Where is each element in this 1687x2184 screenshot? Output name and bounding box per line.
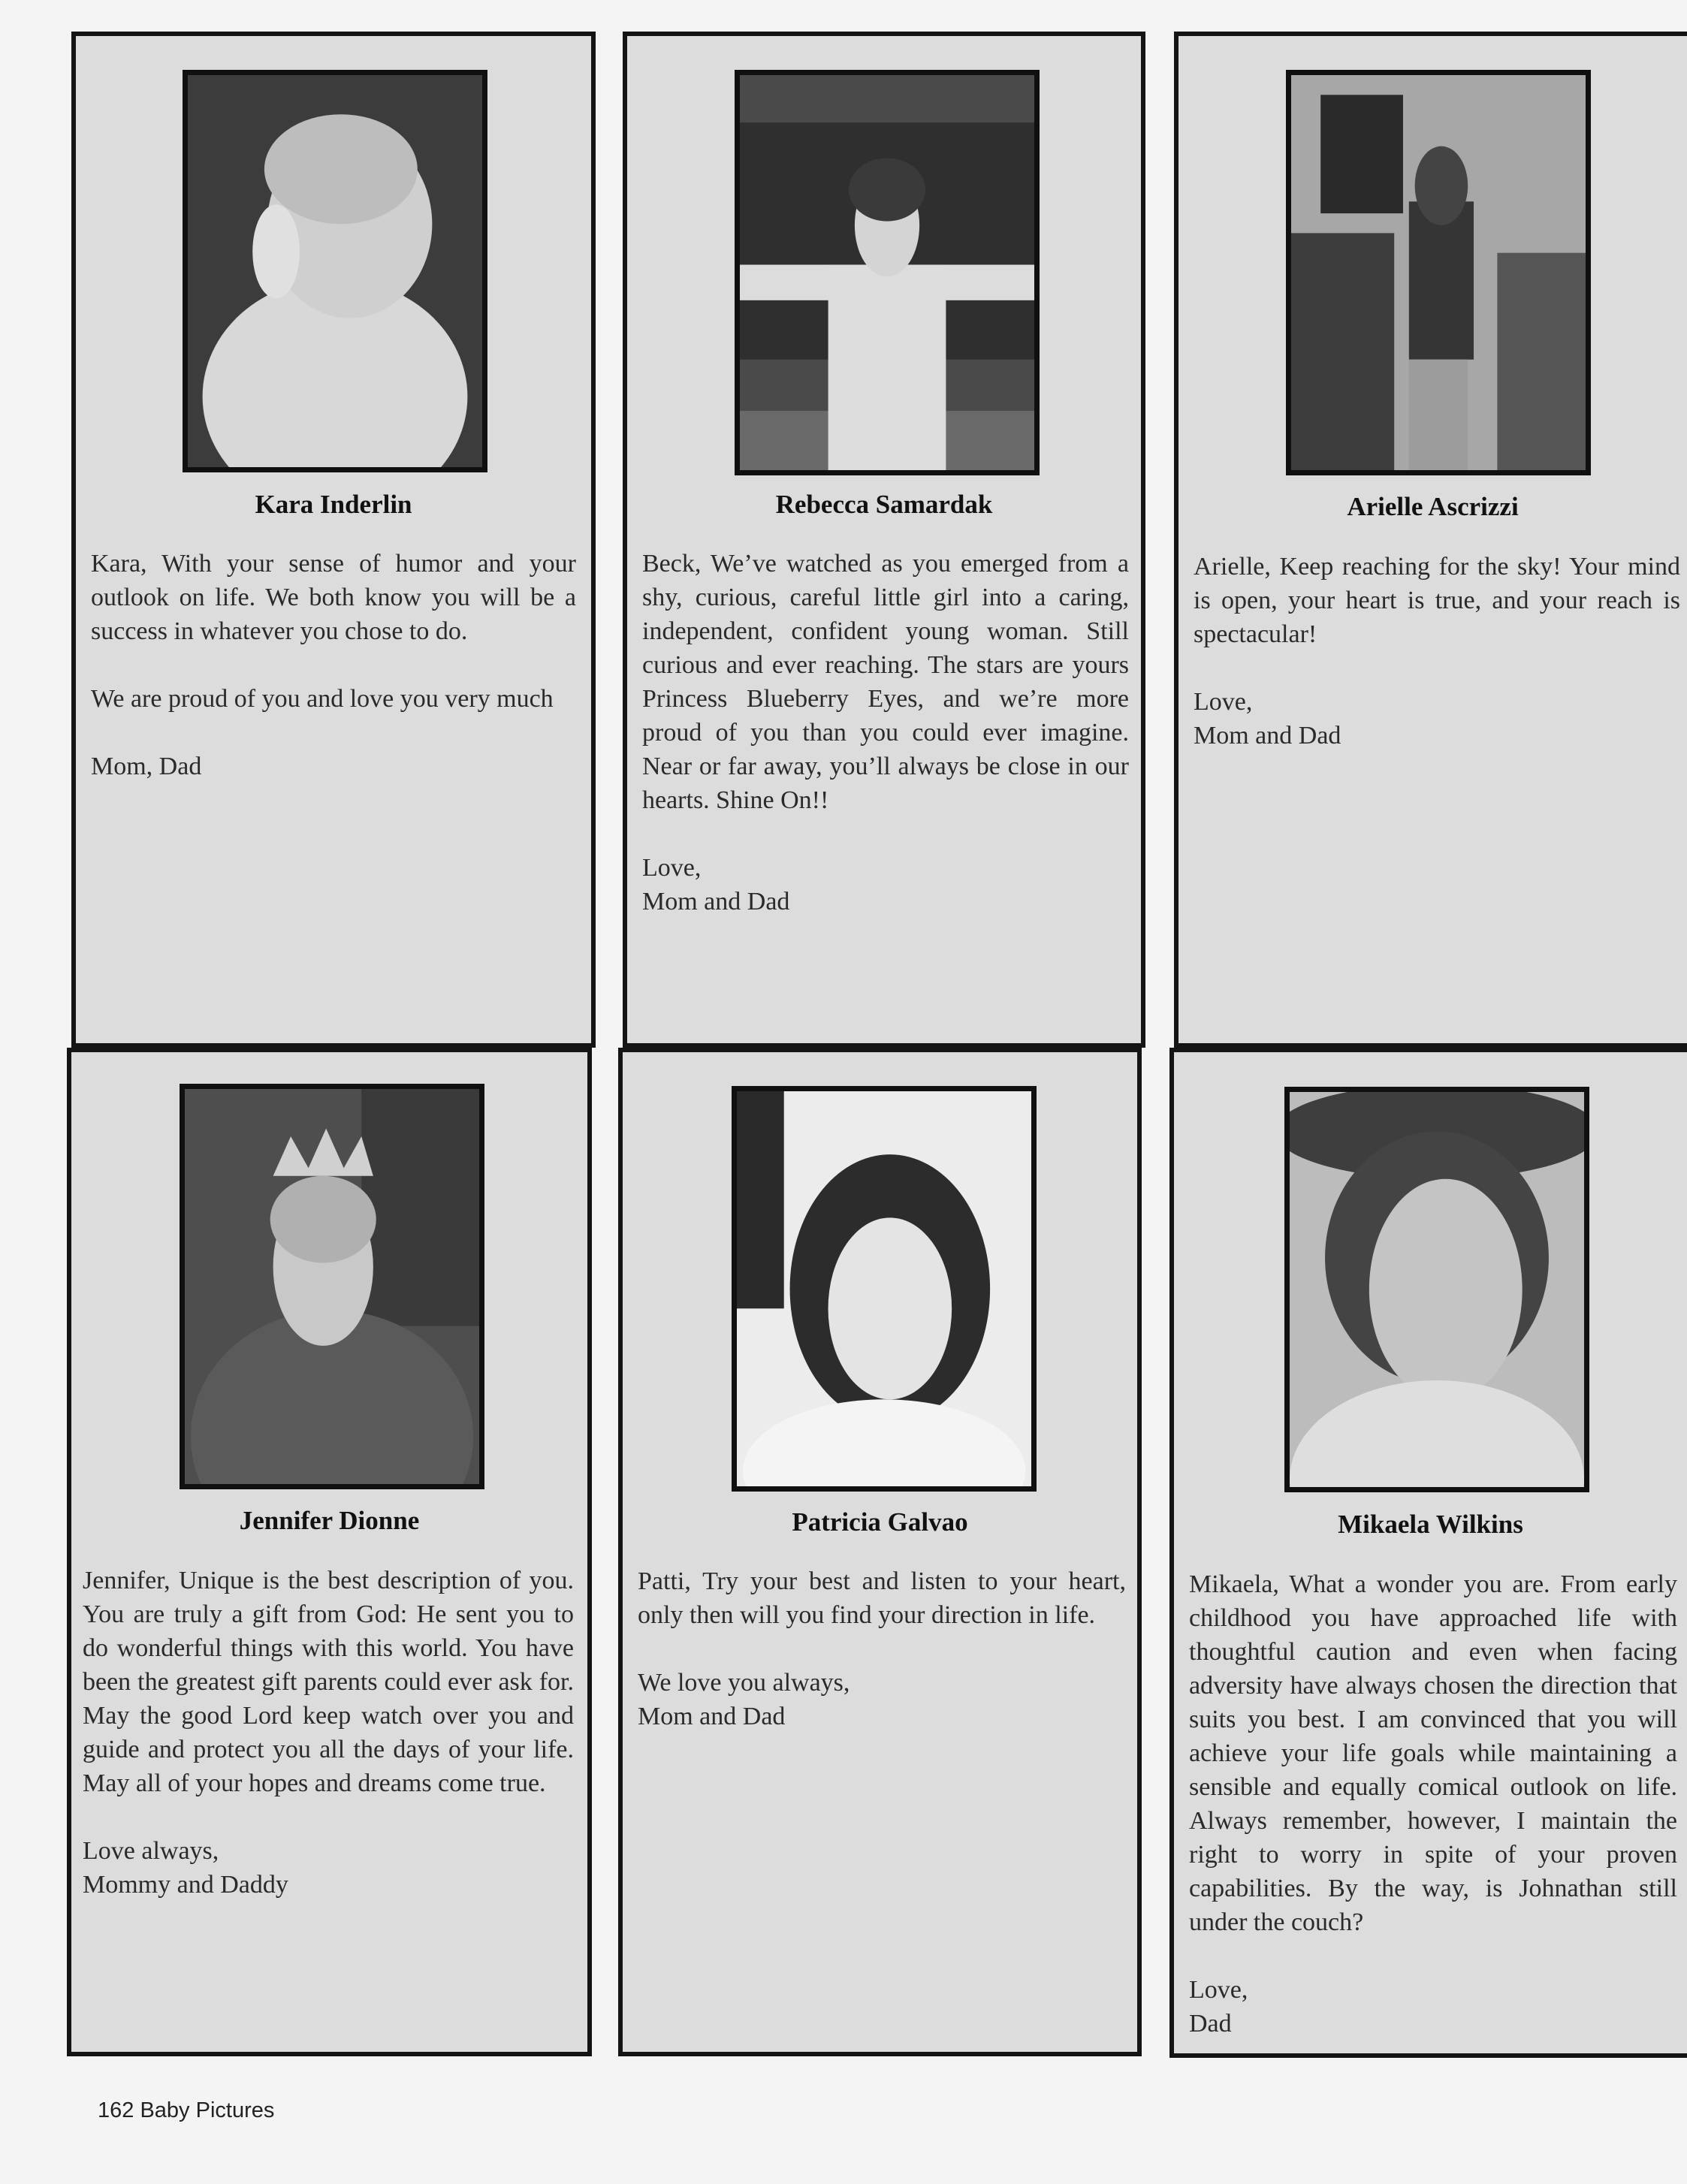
page-number: 162 bbox=[98, 2098, 134, 2122]
tribute-card-kara bbox=[71, 32, 596, 1048]
message-paragraph: Jennifer, Unique is the best description of you. You are truly a gift from God: He sent you to do wonderful things with this world. You have been the greatest gift parents could ever ask for. May the good Lord keep watch over you and guide and protect you all the days of your life. May all of your hopes and dreams come true. bbox=[83, 1567, 574, 1797]
tribute-card-patricia bbox=[618, 1048, 1142, 2056]
message-paragraph: We are proud of you and love you very much bbox=[91, 685, 554, 713]
tribute-message bbox=[638, 1564, 1126, 1733]
signature: Love always, Mommy and Daddy bbox=[83, 1837, 288, 1899]
baby-photo bbox=[180, 1084, 484, 1489]
baby-photo bbox=[732, 1086, 1037, 1492]
signature: Mom, Dad bbox=[91, 753, 202, 780]
student-name: Rebecca Samardak bbox=[775, 490, 993, 519]
message-paragraph: Beck, We’ve watched as you emerged from a shy, curious, careful little girl into a caring, independent, confident young woman. Still curious and ever reaching. The stars are yours Princess Blueberry Eyes, and we’re more proud of you than you could ever imagine. Near or far away, you’ll always be close in our hearts. Shine On!! bbox=[642, 550, 1129, 814]
baby-photo bbox=[1284, 1087, 1589, 1492]
signature: Love, Mom and Dad bbox=[1194, 688, 1341, 750]
student-name: Mikaela Wilkins bbox=[1338, 1510, 1523, 1539]
tribute-card-jennifer bbox=[67, 1048, 592, 2056]
tribute-message bbox=[83, 1564, 574, 1902]
baby-photo bbox=[735, 70, 1040, 475]
page-footer bbox=[98, 2098, 274, 2123]
student-name: Patricia Galvao bbox=[792, 1507, 968, 1537]
tribute-card-rebecca bbox=[623, 32, 1145, 1048]
tribute-card-mikaela bbox=[1169, 1048, 1687, 2058]
message-paragraph: Patti, Try your best and listen to your heart, only then will you find your direction in life. bbox=[638, 1567, 1126, 1629]
signature: We love you always, Mom and Dad bbox=[638, 1669, 850, 1730]
tribute-message bbox=[91, 547, 576, 783]
signature: Love, Dad bbox=[1189, 1976, 1248, 2038]
section-title: Baby Pictures bbox=[140, 2098, 275, 2122]
student-name: Jennifer Dionne bbox=[239, 1506, 420, 1535]
signature: Love, Mom and Dad bbox=[642, 854, 790, 916]
message-paragraph: Kara, With your sense of humor and your outlook on life. We both know you will be a success in whatever you chose to do. bbox=[91, 550, 576, 645]
baby-photo bbox=[183, 70, 487, 472]
message-paragraph: Arielle, Keep reaching for the sky! Your mind is open, your heart is true, and your reach is spectacular! bbox=[1194, 553, 1680, 648]
baby-photo bbox=[1286, 70, 1591, 475]
student-name: Kara Inderlin bbox=[255, 490, 412, 519]
message-paragraph: Mikaela, What a wonder you are. From early childhood you have approached life with thoughtful caution and even when facing adversity have always chosen the direction that suits you best. I am convinced that you will achieve your life goals while maintaining a sensible and equally comical outlook on life. Always remember, however, I maintain the right to worry in spite of your proven capabilities. By the way, is Johnathan still under the couch? bbox=[1189, 1570, 1677, 1936]
tribute-message bbox=[642, 547, 1129, 919]
tribute-message bbox=[1189, 1567, 1677, 2041]
student-name: Arielle Ascrizzi bbox=[1347, 492, 1519, 521]
tribute-card-arielle bbox=[1174, 32, 1687, 1048]
tribute-message bbox=[1194, 550, 1680, 753]
